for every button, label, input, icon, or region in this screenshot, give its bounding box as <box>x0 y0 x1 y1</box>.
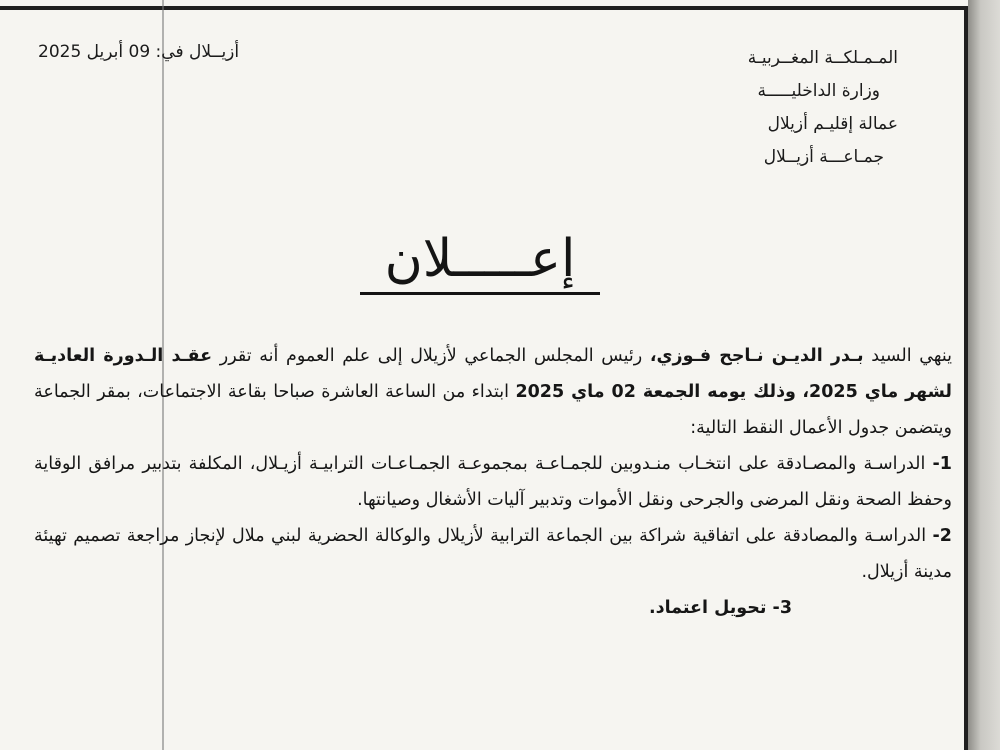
document-title: إعـــــلان <box>360 228 600 295</box>
session-name: عقـد الـدورة العاديـة لشهر ماي 2025، <box>34 346 952 402</box>
header-prefecture: عمالة إقليـم أزيلال <box>767 114 898 134</box>
president-name: بـدر الديـن نـاجح فـوزي، <box>649 346 864 366</box>
issuer-header <box>678 42 898 174</box>
agenda-item-2-text: الدراسـة والمصادقة على اتفاقية شراكة بين الجماعة الترابية لأزيلال والوكالة الحضرية لبني ملال لإنجاز مراجعة تصميم تهيئة مدينة أزيلال. <box>34 526 952 582</box>
announcement-body <box>34 338 952 626</box>
intro-text-3: ابتداء من الساعة العاشرة صباحا بقاعة الاجتماعات، بمقر الجماعة ويتضمن جدول الأعمال النقط التالية: <box>34 382 952 438</box>
agenda-item-1-text: الدراسـة والمصـادقة على انتخـاب منـدوبين للجمـاعـة بمجموعـة الجمـاعـات الترابيـة أزيـلال، المكلفة بتدبير مرافق الوقاية وحفظ الصحة ونقل المرضى والجرحى ونقل الأموات وتدبير آليات الأشغال وصيانتها. <box>34 454 952 510</box>
header-commune: جمـاعـــة أزيــلال <box>763 147 884 167</box>
agenda-item-1-number: 1- <box>932 454 952 474</box>
intro-paragraph <box>34 338 952 446</box>
header-ministry: وزارة الداخليـــــة <box>757 81 880 101</box>
session-date: وذلك يومه الجمعة 02 ماي 2025 <box>515 382 796 402</box>
agenda-item-3: 3- تحويل اعتماد. <box>648 598 792 618</box>
agenda-item-1 <box>34 446 952 518</box>
document-date: أزيــلال في: 09 أبريل 2025 <box>38 42 240 62</box>
page-border-top <box>0 6 968 10</box>
agenda-item-2-number: 2- <box>932 526 952 546</box>
intro-text-1: ينهي السيد <box>871 346 953 366</box>
scanner-edge <box>968 0 1000 750</box>
intro-text-2: رئيس المجلس الجماعي لأزيلال إلى علم العموم أنه تقرر <box>219 346 643 366</box>
header-kingdom: المـمـلكــة المغــربيـة <box>747 48 898 68</box>
agenda-item-2 <box>34 518 952 590</box>
